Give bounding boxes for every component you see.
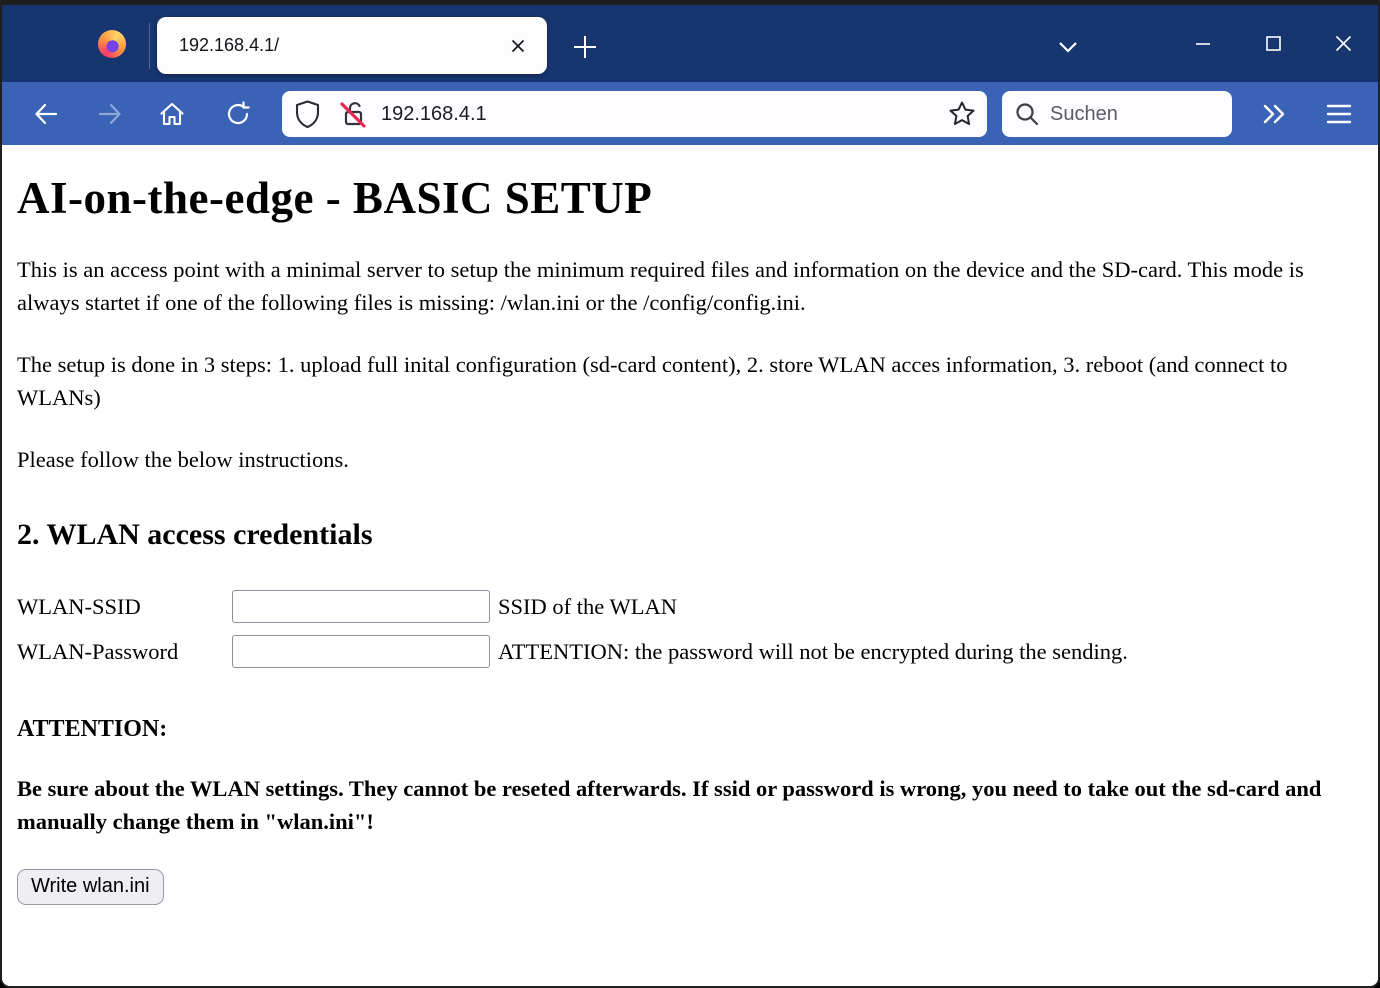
tab-close-icon[interactable]	[503, 31, 533, 61]
instructions-paragraph: Please follow the below instructions.	[17, 447, 349, 472]
page-content	[2, 145, 1378, 986]
wlan-password-label: WLAN-Password	[17, 638, 179, 664]
insecure-lock-icon[interactable]	[337, 98, 369, 130]
tab-active[interactable]	[157, 17, 547, 74]
titlebar	[2, 0, 1378, 82]
search-input[interactable]	[1050, 103, 1210, 126]
reload-icon[interactable]	[216, 82, 260, 145]
search-icon	[1014, 101, 1040, 127]
bookmark-star-icon[interactable]	[947, 99, 977, 129]
attention-heading: ATTENTION:	[17, 716, 168, 742]
minimize-button[interactable]	[1168, 5, 1238, 82]
tab-title: 192.168.4.1/	[179, 35, 280, 55]
steps-paragraph: The setup is done in 3 steps: 1. upload full inital configuration (sd-card content), 2. store WLAN acces information, 3. reboot (and connect to WLANs)	[17, 352, 1288, 410]
write-wlan-ini-button[interactable]: Write wlan.ini	[17, 869, 164, 905]
wlan-password-input[interactable]	[232, 635, 490, 668]
wlan-ssid-label: WLAN-SSID	[17, 593, 141, 619]
home-icon[interactable]	[150, 82, 194, 145]
shield-icon[interactable]	[294, 99, 321, 129]
page-title: AI-on-the-edge - BASIC SETUP	[17, 173, 653, 223]
new-tab-button[interactable]	[567, 29, 603, 65]
window-controls	[1168, 5, 1378, 82]
warning-text: Be sure about the WLAN settings. They cannot be reseted afterwards. If ssid or password is wrong, you need to take out the sd-card and manually change them in "wlan.ini"!	[17, 776, 1322, 834]
intro-paragraph: This is an access point with a minimal server to setup the minimum required files and information on the device and the SD-card. This mode is always startet if one of the following files is missing: /wlan.ini or the /config/config.ini.	[17, 257, 1304, 315]
overflow-chevrons-icon[interactable]	[1252, 82, 1296, 145]
navigation-toolbar	[2, 82, 1378, 145]
wlan-ssid-input[interactable]	[232, 590, 490, 623]
form-row-password	[17, 635, 1362, 668]
maximize-button[interactable]	[1238, 5, 1308, 82]
wlan-ssid-description: SSID of the WLAN	[498, 593, 677, 619]
wlan-password-description: ATTENTION: the password will not be encrypted during the sending.	[498, 638, 1128, 664]
wlan-form	[17, 590, 1362, 668]
menu-hamburger-icon[interactable]	[1317, 82, 1361, 145]
close-window-button[interactable]	[1308, 5, 1378, 82]
form-row-ssid	[17, 590, 1362, 623]
search-bar[interactable]	[1002, 91, 1232, 137]
firefox-icon[interactable]	[98, 30, 126, 58]
tab-separator	[149, 23, 150, 69]
forward-icon[interactable]	[88, 82, 132, 145]
url-bar[interactable]	[282, 91, 987, 137]
section-heading-wlan-credentials: 2. WLAN access credentials	[17, 518, 373, 551]
url-text[interactable]: 192.168.4.1	[381, 102, 487, 125]
back-icon[interactable]	[24, 82, 68, 145]
tab-list-chevron-down-icon[interactable]	[1050, 29, 1086, 65]
